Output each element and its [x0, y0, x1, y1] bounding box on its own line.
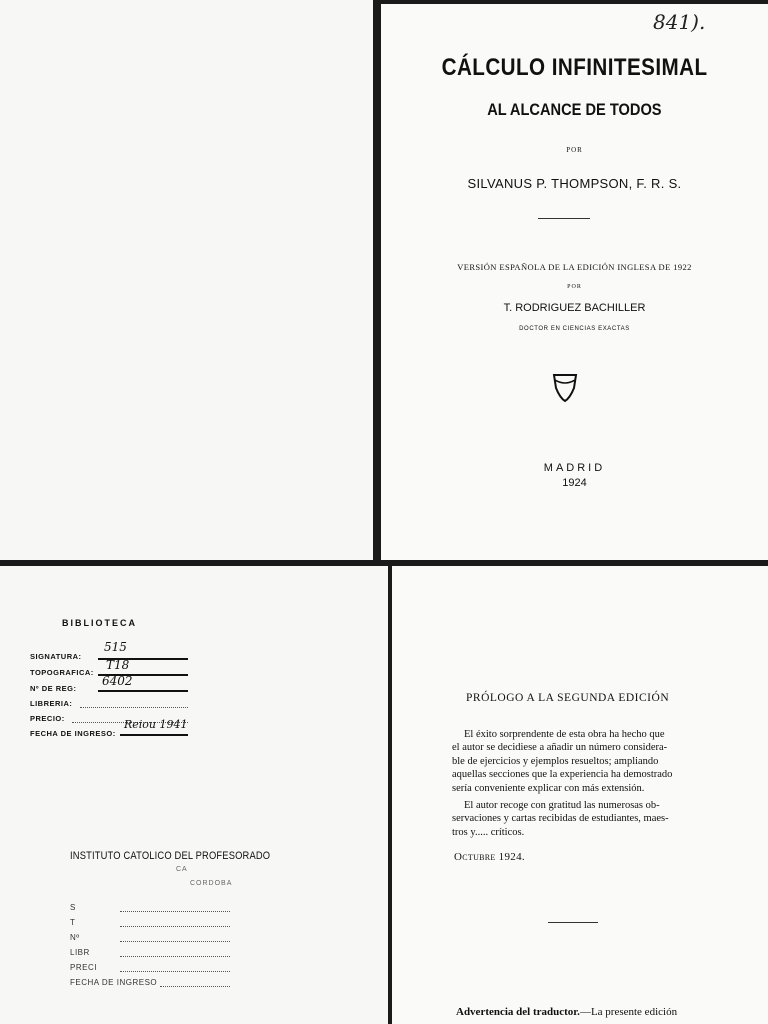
- institute-field: T: [70, 918, 76, 927]
- title-page: [381, 4, 768, 560]
- institute-field: FECHA DE INGRESO: [70, 978, 158, 987]
- title-wrap: [381, 54, 768, 82]
- text-line: ble de ejercicios y ejemplos resueltos; ampliando: [452, 755, 659, 767]
- topografica-label: TOPOGRAFICA:: [30, 668, 94, 677]
- institute-field: PRECI: [70, 963, 97, 972]
- book-title: CÁLCULO INFINITESIMAL: [441, 54, 708, 81]
- translator-note: [456, 1006, 677, 1018]
- institute-field: Nº: [70, 933, 80, 942]
- text-line: servaciones y cartas recibidas de estudiantes, maes-: [452, 813, 669, 825]
- dotted-line: [120, 911, 230, 912]
- libreria-label: LIBRERIA:: [30, 699, 73, 708]
- fecha-ingreso-value: Reiou 1941: [124, 718, 188, 731]
- institute-title: INSTITUTO CATOLICO DEL PROFESORADO: [70, 850, 271, 862]
- library-heading: BIBLIOTECA: [62, 618, 137, 628]
- version-line: VERSIÓN ESPAÑOLA DE LA EDICIÓN INGLESA DE 1922: [457, 262, 692, 272]
- publication-city: MADRID: [543, 462, 606, 474]
- signatura-value: 515: [104, 640, 127, 654]
- por-label: POR: [566, 146, 583, 154]
- registro-value: 6402: [102, 674, 133, 688]
- dotted-line: [120, 941, 230, 942]
- prologue-paragraph-1: [452, 728, 708, 795]
- handwritten-note: 841).: [653, 10, 706, 34]
- text-line: aquellas secciones que la experiencia ha demostrado: [452, 769, 673, 781]
- translator-note-heading: Advertencia del traductor.: [456, 1006, 580, 1018]
- topografica-value: T18: [106, 658, 130, 672]
- text-line: El éxito sorprendente de esta obra ha hecho que: [464, 729, 665, 740]
- registro-label: Nº DE REG:: [30, 684, 77, 693]
- por-label-2: POR: [567, 284, 582, 290]
- institute-line-2: CA: [176, 866, 188, 873]
- text-line: sería conveniente explicar con más extensión.: [452, 782, 645, 794]
- institute-field: LIBR: [70, 948, 90, 957]
- dotted-line: [120, 926, 230, 927]
- text-line: tros y..... críticos.: [452, 826, 525, 838]
- text-line: el autor se decidiese a añadir un número considera-: [452, 742, 668, 754]
- date-month: Octubre: [454, 851, 496, 863]
- signatura-label: SIGNATURA:: [30, 652, 82, 661]
- divider-rule: [548, 922, 598, 923]
- book-subtitle: AL ALCANCE DE TODOS: [487, 100, 662, 119]
- dotted-line: [160, 986, 230, 987]
- author-name: SILVANUS P. THOMPSON, F. R. S.: [467, 176, 682, 191]
- prologue-paragraph-2: [452, 799, 708, 839]
- prologue-page: [392, 566, 768, 1024]
- stamp-page: [0, 566, 388, 1024]
- publication-year: 1924: [562, 477, 587, 489]
- precio-label: PRECIO:: [30, 714, 65, 723]
- stamp-line: [120, 734, 188, 736]
- institute-line-3: CORDOBA: [190, 880, 233, 887]
- institute-field: S: [70, 903, 76, 912]
- dotted-line: [120, 956, 230, 957]
- prologue-title: PRÓLOGO A LA SEGUNDA EDICIÓN: [466, 692, 670, 704]
- shield-emblem-icon: [552, 372, 578, 409]
- divider-rule: [538, 218, 590, 219]
- dotted-line: [120, 971, 230, 972]
- translator-name: T. RODRIGUEZ BACHILLER: [503, 302, 646, 314]
- subtitle-wrap: [381, 100, 768, 120]
- prologue-date: [454, 851, 525, 863]
- translator-note-text: —La presente edición: [579, 1006, 678, 1018]
- fecha-ingreso-label: FECHA DE INGRESO:: [30, 729, 116, 738]
- blank-verso-page: [0, 0, 373, 560]
- date-year: 1924.: [498, 851, 525, 863]
- translator-degree: DOCTOR EN CIENCIAS EXACTAS: [519, 326, 630, 332]
- stamp-line: [98, 690, 188, 692]
- text-line: El autor recoge con gratitud las numerosas ob-: [464, 800, 660, 811]
- dotted-line: [80, 707, 188, 708]
